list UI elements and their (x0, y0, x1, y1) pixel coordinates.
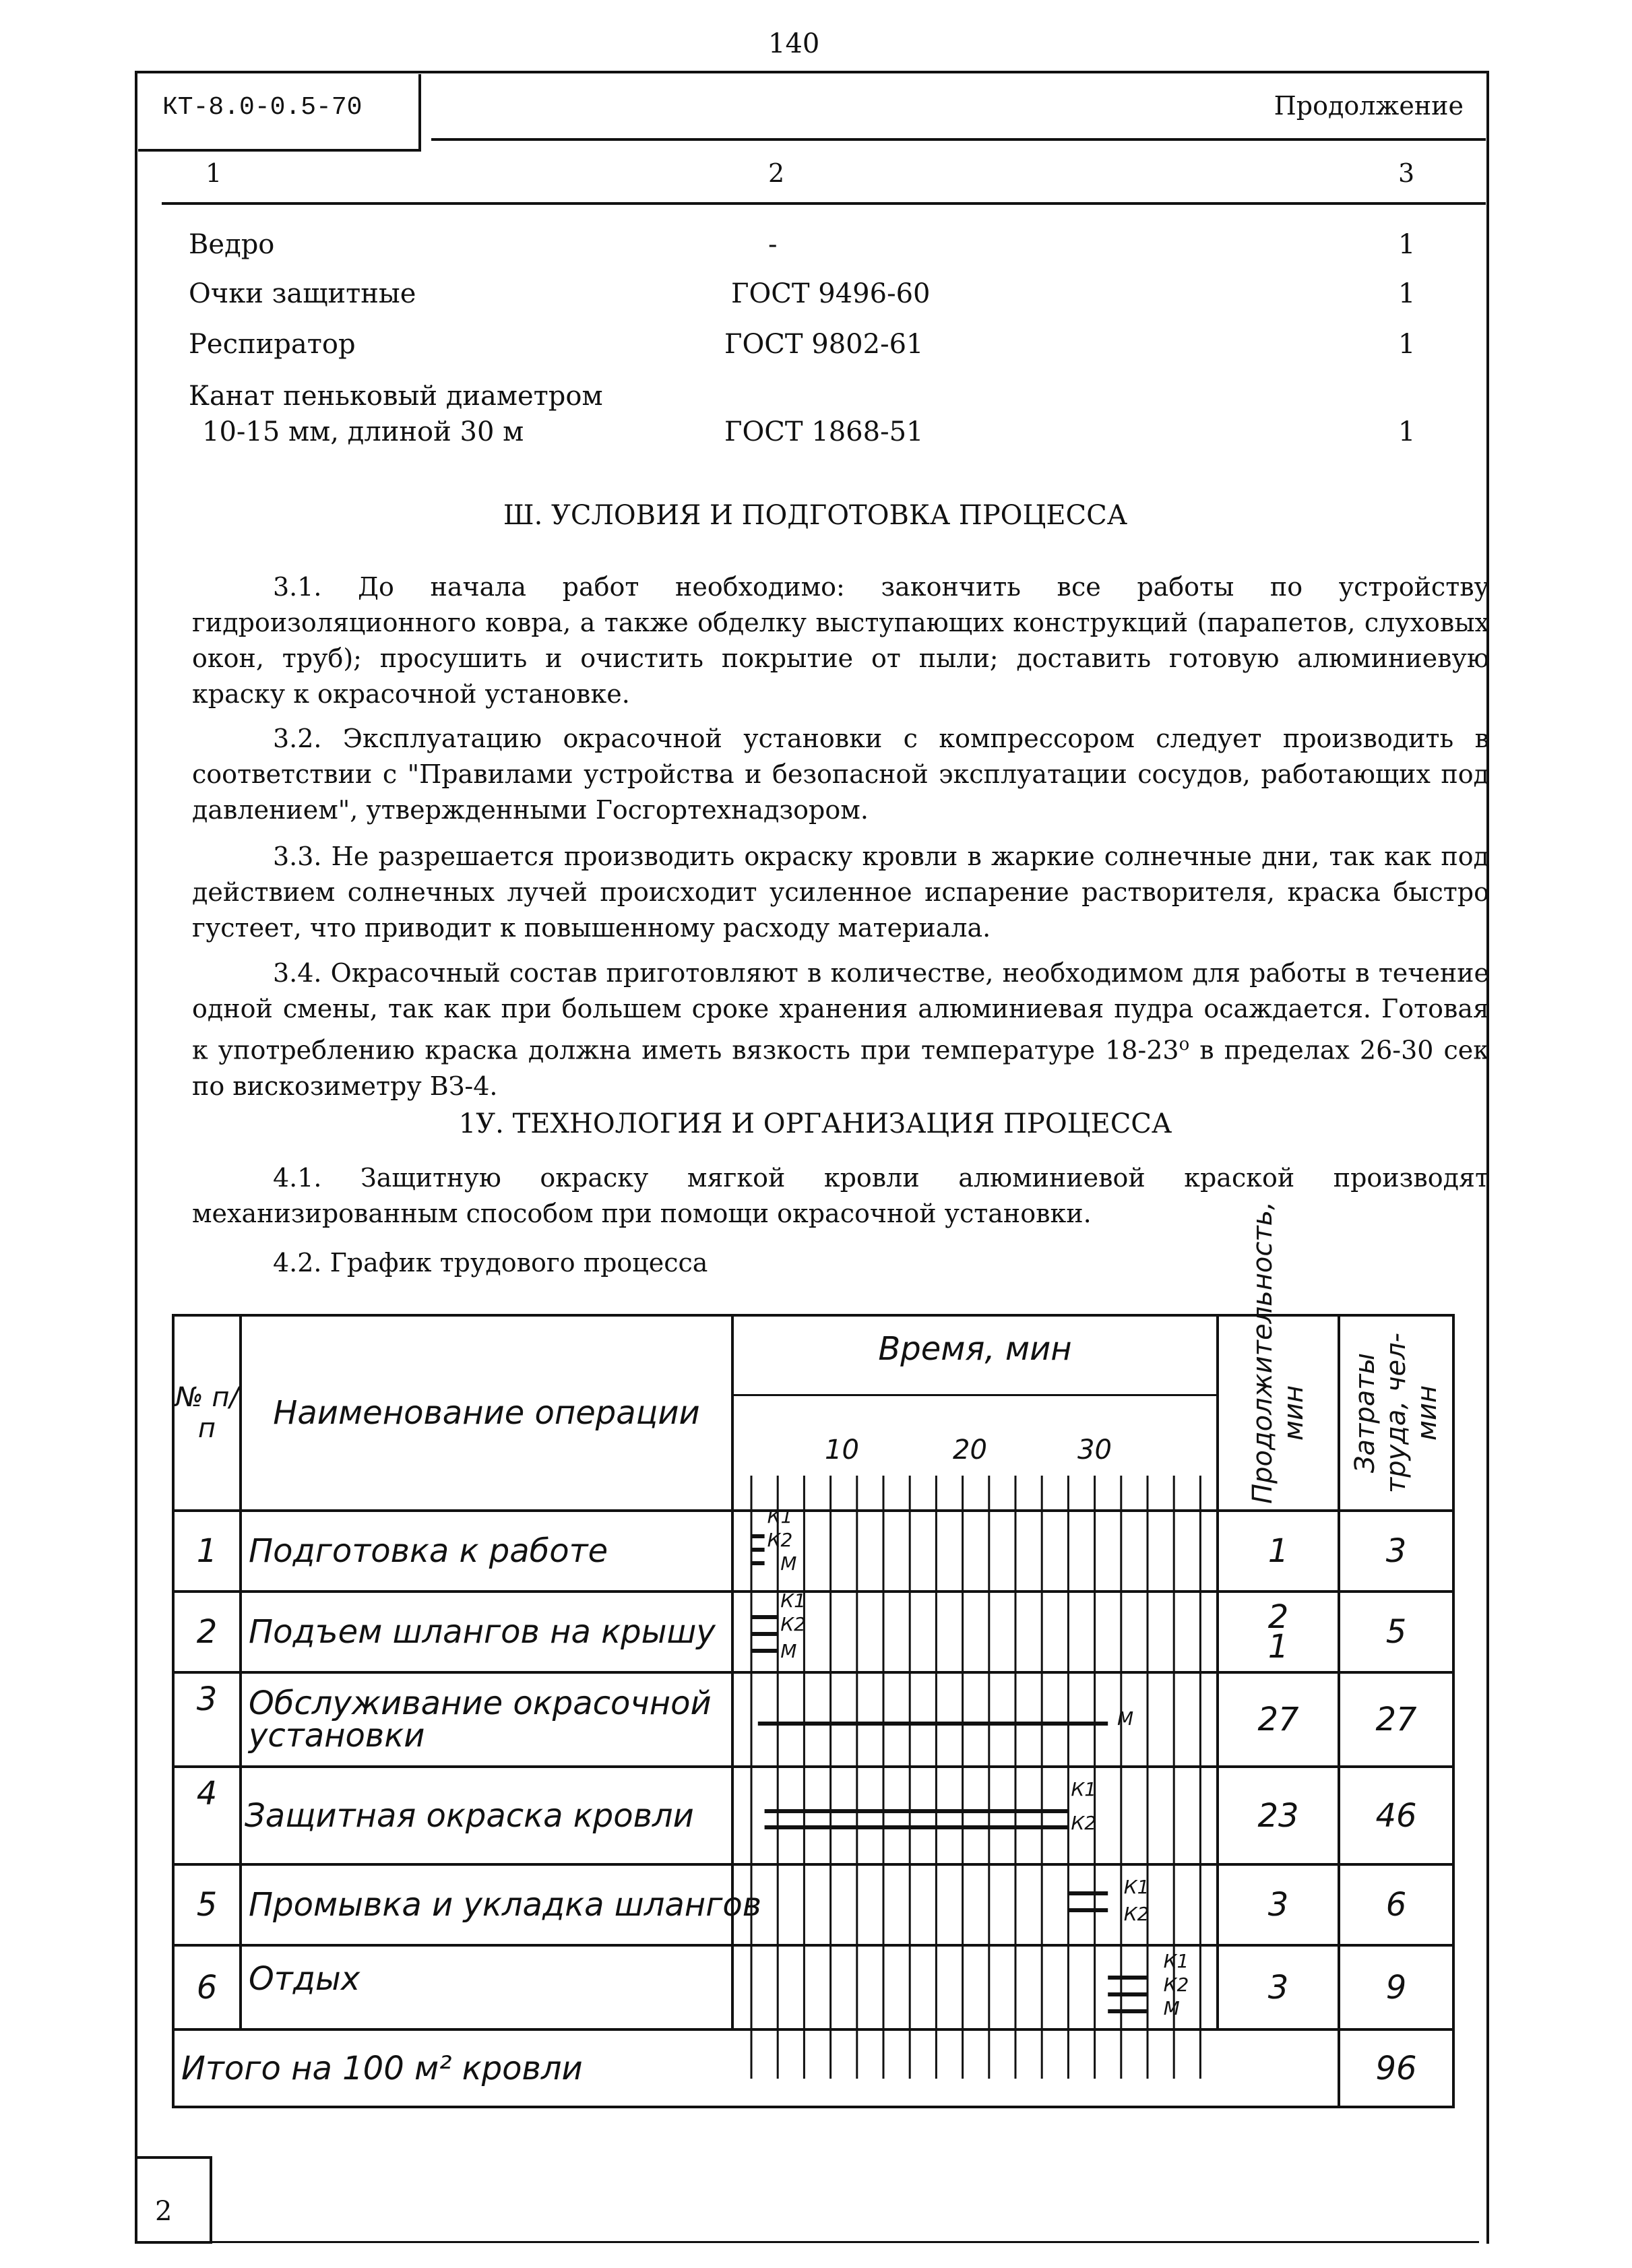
row-number: 5 (173, 1864, 241, 1945)
worker-label: К1 (780, 1589, 806, 1612)
material-name: Респиратор (189, 329, 356, 360)
material-standard: ГОСТ 1868-51 (724, 416, 924, 447)
worker-label: К1 (1123, 1876, 1150, 1898)
page-number: 140 (768, 28, 820, 59)
material-standard: ГОСТ 9802-61 (724, 329, 924, 360)
worker-label: К2 (767, 1529, 793, 1551)
material-standard: - (768, 229, 778, 260)
section-4-title: 1У. ТЕХНОЛОГИЯ И ОРГАНИЗАЦИЯ ПРОЦЕССА (458, 1108, 1172, 1139)
labor-value: 6 (1339, 1864, 1453, 1945)
worker-label: К2 (1163, 1974, 1189, 1996)
table-row (173, 1511, 1453, 1592)
duration-value: 23 (1218, 1767, 1339, 1864)
worker-label: М (780, 1640, 797, 1662)
time-tick-label: 10 (825, 1435, 859, 1466)
time-cell (732, 1511, 1218, 1592)
time-tick-label: 30 (1077, 1435, 1112, 1466)
paragraph-4-2: 4.2. График трудового процесса (273, 1248, 708, 1278)
material-standard: ГОСТ 9496-60 (731, 278, 931, 309)
degree-mark: о (1179, 1034, 1190, 1054)
operation-name: Отдых (241, 1945, 732, 2029)
header-number: № п/п (173, 1315, 241, 1511)
table-row (173, 1592, 1453, 1672)
worker-label: М (1117, 1707, 1134, 1730)
continuation-label: Продолжение (1274, 91, 1464, 121)
material-name: Очки защитные (189, 278, 416, 309)
columns-rule (162, 202, 1486, 205)
operation-name: Обслуживание окрасочной установки (241, 1672, 732, 1767)
labor-header-label: Затраты труда, чел-мин (1350, 1332, 1443, 1494)
paragraph-4-1: 4.1. Защитную окраску мягкой кровли алюминиевой краской производят механизированным способом при помощи окрасочной установки. (192, 1163, 1489, 1228)
header-duration (1218, 1201, 1339, 1511)
worker-label: К2 (1123, 1903, 1150, 1925)
duration-value: 3 (1218, 1864, 1339, 1945)
row-number: 6 (173, 1945, 241, 2029)
row-number: 4 (173, 1767, 241, 1864)
time-cell (732, 1767, 1218, 1864)
row-number: 2 (173, 1592, 241, 1672)
column-number-1: 1 (206, 158, 222, 188)
header-labor (1339, 1315, 1453, 1511)
worker-label: К2 (780, 1613, 806, 1635)
column-number-2: 2 (768, 158, 785, 188)
material-qty: 1 (1398, 416, 1416, 447)
total-label: Итого на 100 м² кровли (173, 2029, 1339, 2107)
operation-name: Подъем шлангов на крышу (241, 1592, 732, 1672)
time-tick-label: 20 (953, 1435, 987, 1466)
worker-label: М (780, 1552, 797, 1575)
duration-value: 3 (1218, 1945, 1339, 2029)
paragraph-3-2: 3.2. Эксплуатацию окрасочной установки с компрессором следует производить в соответствии с "Правилами устройства и безопасной эксплуатации сосудов, работающих под давлением", утвержденными Госгортехнадзором. (192, 724, 1489, 825)
document-code: КТ-8.0-0.5-70 (138, 74, 421, 152)
duration-value: 1 (1218, 1511, 1339, 1592)
duration-header-label: Продолжительность, мин (1247, 1201, 1309, 1504)
header-rule (431, 138, 1486, 141)
duration-value: 2 1 (1218, 1592, 1339, 1672)
time-header-label: Время, мин (878, 1330, 1072, 1368)
labor-value: 9 (1339, 1945, 1453, 2029)
material-qty: 1 (1398, 229, 1416, 260)
labor-value: 5 (1339, 1592, 1453, 1672)
material-name: Канат пеньковый диаметром (189, 381, 603, 412)
header-operation-name: Наименование операции (241, 1315, 732, 1511)
duration-value: 27 (1218, 1672, 1339, 1767)
labor-value: 27 (1339, 1672, 1453, 1767)
paragraph-3-4 (192, 955, 1489, 1104)
time-cell (732, 1592, 1218, 1672)
time-cell (732, 1672, 1218, 1767)
total-row (173, 2029, 1453, 2107)
sheet-number: 2 (135, 2156, 212, 2244)
header-time (732, 1315, 1218, 1511)
material-qty: 1 (1398, 278, 1416, 309)
worker-label: К1 (1163, 1950, 1189, 1972)
time-cell (732, 1864, 1218, 1945)
worker-label: М (1163, 1997, 1180, 2019)
worker-label: К2 (1071, 1812, 1097, 1834)
operation-name: Промывка и укладка шлангов (241, 1864, 732, 1945)
operation-name: Защитная окраска кровли (241, 1767, 732, 1864)
worker-label: К1 (1071, 1778, 1097, 1800)
table-row (173, 1767, 1453, 1864)
labor-value: 46 (1339, 1767, 1453, 1864)
time-cell (732, 1945, 1218, 2029)
material-name: Ведро (189, 229, 275, 260)
time-header-rule (734, 1394, 1216, 1396)
paragraph-3-4-text: 3.4. Окрасочный состав приготовляют в количестве, необходимом для работы в течение одной смены, так как при большем сроке хранения алюминиевая пудра осаждается. Готовая к употреблению краска должна иметь вязкость при температуре 18-23 (192, 958, 1489, 1065)
row-number: 1 (173, 1511, 241, 1592)
paragraph-3-4-tail: в пределах 26-30 сек по вискозиметру ВЗ-4. (192, 1035, 1490, 1101)
labor-value: 3 (1339, 1511, 1453, 1592)
column-number-3: 3 (1398, 158, 1415, 188)
table-row (173, 1672, 1453, 1767)
row-number: 3 (173, 1672, 241, 1767)
total-value: 96 (1339, 2029, 1453, 2107)
operation-name: Подготовка к работе (241, 1511, 732, 1592)
material-name-line2: 10-15 мм, длиной 30 м (202, 416, 524, 447)
material-qty: 1 (1398, 329, 1416, 360)
paragraph-3-3: 3.3. Не разрешается производить окраску кровли в жаркие солнечные дни, так как под действием солнечных лучей происходит усиленное испарение растворителя, краска быстро густеет, что приводит к повышенному расходу материала. (192, 842, 1489, 943)
bottom-rule (212, 2241, 1479, 2243)
table-row (173, 1864, 1453, 1945)
worker-label: К1 (767, 1505, 793, 1527)
paragraph-3-1: 3.1. До начала работ необходимо: закончить все работы по устройству гидроизоляционного ковра, а также обделку выступающих конструкций (парапетов, слуховых окон, труб); просушить и очистить покрытие от пыли; доставить готовую алюминиевую краску к окрасочной установке. (192, 572, 1489, 709)
table-row (173, 1945, 1453, 2029)
section-3-title: Ш. УСЛОВИЯ И ПОДГОТОВКА ПРОЦЕССА (503, 500, 1128, 531)
